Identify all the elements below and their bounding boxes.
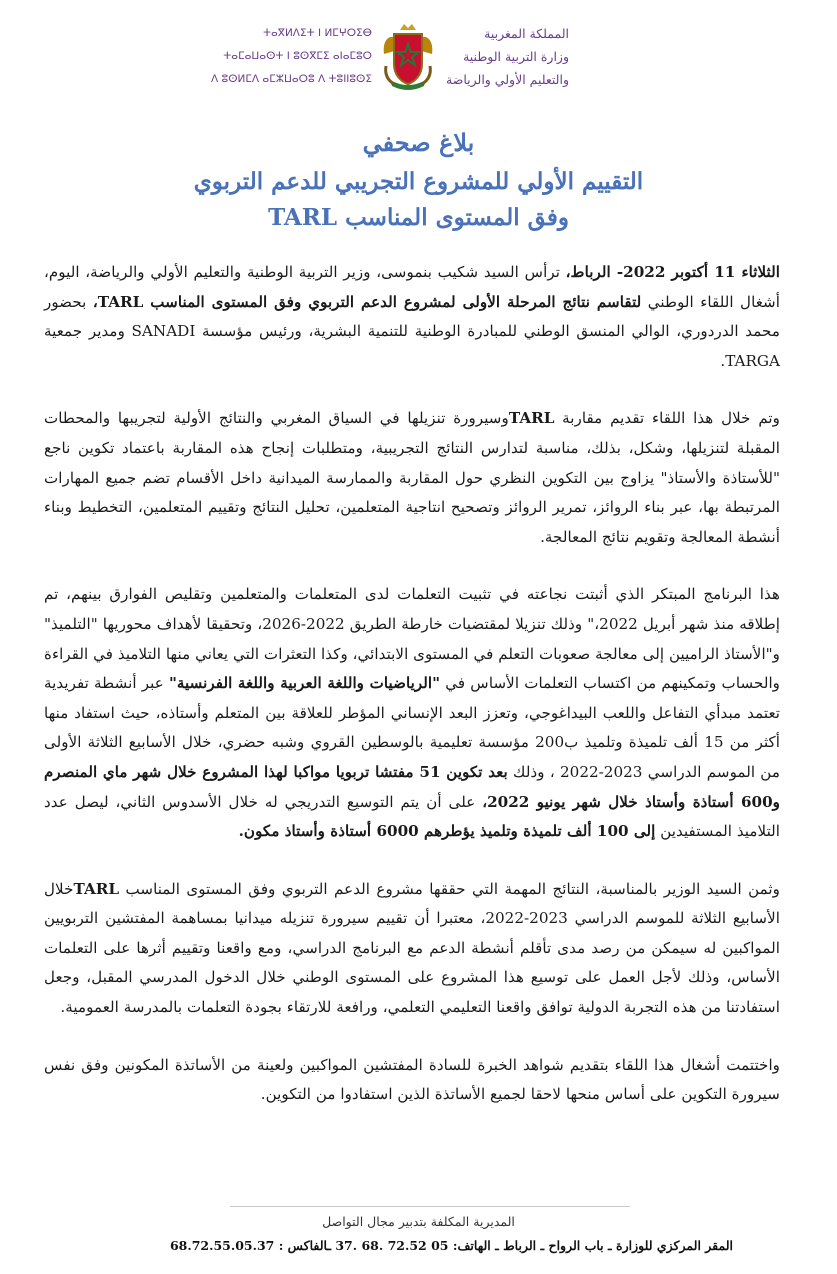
letterhead-tifinagh (150, 22, 372, 91)
tifinagh-line-1: ⵜⴰⴳⵍⴷⵉⵜ ⵏ ⵍⵎⵖⵔⵉⴱ (262, 27, 372, 39)
subtitle-line-1: التقييم الأولي للمشروع التجريبي للدعم التربوي (193, 168, 644, 195)
paragraph-4 (44, 875, 780, 1023)
letterhead (0, 0, 837, 120)
tifinagh-line-3: ⴷ ⵓⵙⵍⵎⴷ ⴰⵎⵣⵡⴰⵔⵓ ⴷ ⵜⵓⵏⵏⵓⵙⵉ (211, 73, 372, 85)
paragraph-5 (44, 1051, 780, 1110)
bold-text-run: لتقاسم نتائج المرحلة الأولى لمشروع الدعم التربوي وفق المستوى المناسب TARL، (92, 292, 642, 311)
letterhead-line-ministry-2: والتعليم الأولي والرياضة (446, 72, 569, 87)
press-release-title: بلاغ صحفي (362, 128, 475, 157)
text-run: عبر أنشطة تفريدية تعتمد مبدأي التفاعل واللعب البيداغوجي، وتعزز البعد الإنساني المؤطر للعلاقة بين المتعلم وأستاذه، حيث استفاد منها أكثر من 15 ألف تلميذة وتلميذ ب200 مؤسسة تعليمية بالوسطين القروي وشبه حضري، خلال الأسابيع الثلاثة الأولى من الموسم الدراسي 2023-2022 ، وذلك (44, 674, 780, 781)
text-run: بحضور محمد الدردوري، الوالي المنسق الوطني للمبادرة الوطنية للتنمية البشرية، ورئيس مؤسسة SANADI ومدير جمعية TARGA. (44, 292, 780, 370)
text-run: وسيرورة تنزيلها في السياق المغربي والنتائج الأولية لتجريبها والمحطات المقبلة لتنزيلها، وشكل، بذلك، مناسبة لتدارس النتائج التجريبية، ومتطلبات إنجاح هذه المقاربة باعتماد تكوين ناجع "للأستاذة والأستاذ" يزاوج بين التكوين النظري حول المقاربة والممارسة الميدانية داخل الأقسام تضم جميع المهارات المرتبطة بها، عبر بناء الروائز، تمرير الروائز وتصحيح انتاجية المتعلمين، تحليل النتائج وتقييم المتعلمين، التخطيط وبناء أنشطة المعالجة وتقويم نتائج المعالجة. (44, 409, 780, 546)
bold-text-run: "الرياضيات واللغة العربية واللغة الفرنسية" (168, 674, 441, 693)
bold-text-run: TARL (508, 409, 555, 428)
paragraph-2 (44, 404, 780, 552)
text-run: وثمن السيد الوزير بالمناسبة، النتائج المهمة التي حققها مشروع الدعم التربوي وفق المستوى المناسب (119, 879, 780, 898)
text-run: وتم خلال هذا اللقاء تقديم مقاربة (554, 409, 780, 428)
text-run: على أن يتم التوسيع التدريجي له خلال الأسدوس الثاني، ليصل عدد التلاميذ المستفيدين (44, 792, 780, 841)
bold-text-run: TARL (73, 879, 120, 898)
moroccan-coat-of-arms-icon (376, 20, 440, 98)
bold-text-run: الثلاثاء 11 أكتوبر 2022- الرباط، (565, 263, 780, 281)
paragraph-3 (44, 580, 780, 846)
text-run: ترأس السيد شكيب بنموسى، وزير التربية الوطنية والتعليم الأولي والرياضة، اليوم، أشغال اللقاء الوطني (44, 263, 780, 311)
press-release-body (44, 258, 780, 1138)
document-titles (0, 118, 837, 236)
tifinagh-line-2: ⵜⴰⵎⴰⵡⴰⵙⵜ ⵏ ⵓⵙⴳⵎⵉ ⴰⵏⴰⵎⵓⵔ (223, 50, 372, 62)
subtitle-line-2: وفق المستوى المناسب TARL (268, 204, 569, 231)
bold-text-run: إلى 100 ألف تلميذة وتلميذ يؤطرهم 6000 أستاذة وأستاذ مكون. (238, 822, 656, 841)
text-run: هذا البرنامج المبتكر الذي أثبتت نجاعته في تثبيت التعلمات لدى المتعلمات والمتعلمين وتقليص الفوارق بينهم، تم إطلاقه منذ شهر أبريل 2022،" وذلك تنزيلا لمقتضيات خارطة الطريق 2022-2026، وتحقيقا لأهداف محوريها "التلميذ" و"الأستاذ الراميين إلى معالجة صعوبات التعلم في المستوى الابتدائي، وكذا التعثرات التي يعاني منها التلاميذ في القراءة والحساب وتمكينهم من اكتساب التعلمات الأساس في (44, 585, 781, 693)
text-run: واختتمت أشغال هذا اللقاء بتقديم شواهد الخبرة للسادة المفتشين المواكبين ولعينة من الأساتذة المكونين وفق نفس سيرورة التكوين على أساس منحها لاحقا لجميع الأساتذة الذين استفادوا من التكوين. (44, 1055, 780, 1104)
paragraph-1 (44, 258, 780, 376)
footer-divider (230, 1206, 630, 1207)
text-run: خلال الأسابيع الثلاثة للموسم الدراسي 2023-2022، معتبرا أن تقييم سيرورة تنزيله ميدانيا بمساهمة المفتشين التربويين المواكبين له سيمكن من رصد مدى تأقلم أنشطة الدعم مع البرنامج الدراسي، ومع واقعنا وتقييم أثرها على التعلمات الأساس، وذلك لأجل العمل على توسيع هذا المشروع على المستوى الوطني خلال الدخول المدرسي المقبل، وجعل استفادتنا من هذه التجربة الدولية توافق واقعنا التعليمي التعلمي، ورافعة للارتقاء بجودة التعلمات بالمدرسة العمومية. (44, 879, 780, 1017)
letterhead-line-ministry: وزارة التربية الوطنية (463, 49, 569, 64)
footer-department: المديرية المكلفة بتدبير مجال التواصل (322, 1214, 515, 1229)
bold-text-run: بعد تكوين 51 مفتشا تربويا مواكبا لهذا المشروع خلال شهر ماي المنصرم و600 أستاذة وأستاذ خلال شهر يونيو 2022، (44, 762, 780, 811)
letterhead-line-kingdom: المملكة المغربية (484, 26, 569, 41)
footer-address: المقر المركزي للوزارة ـ باب الرواح ـ الرباط ـ الهاتف: 05 72.52 .68 .37 ـالفاكس : 68.72.55.05.37 (169, 1238, 733, 1253)
